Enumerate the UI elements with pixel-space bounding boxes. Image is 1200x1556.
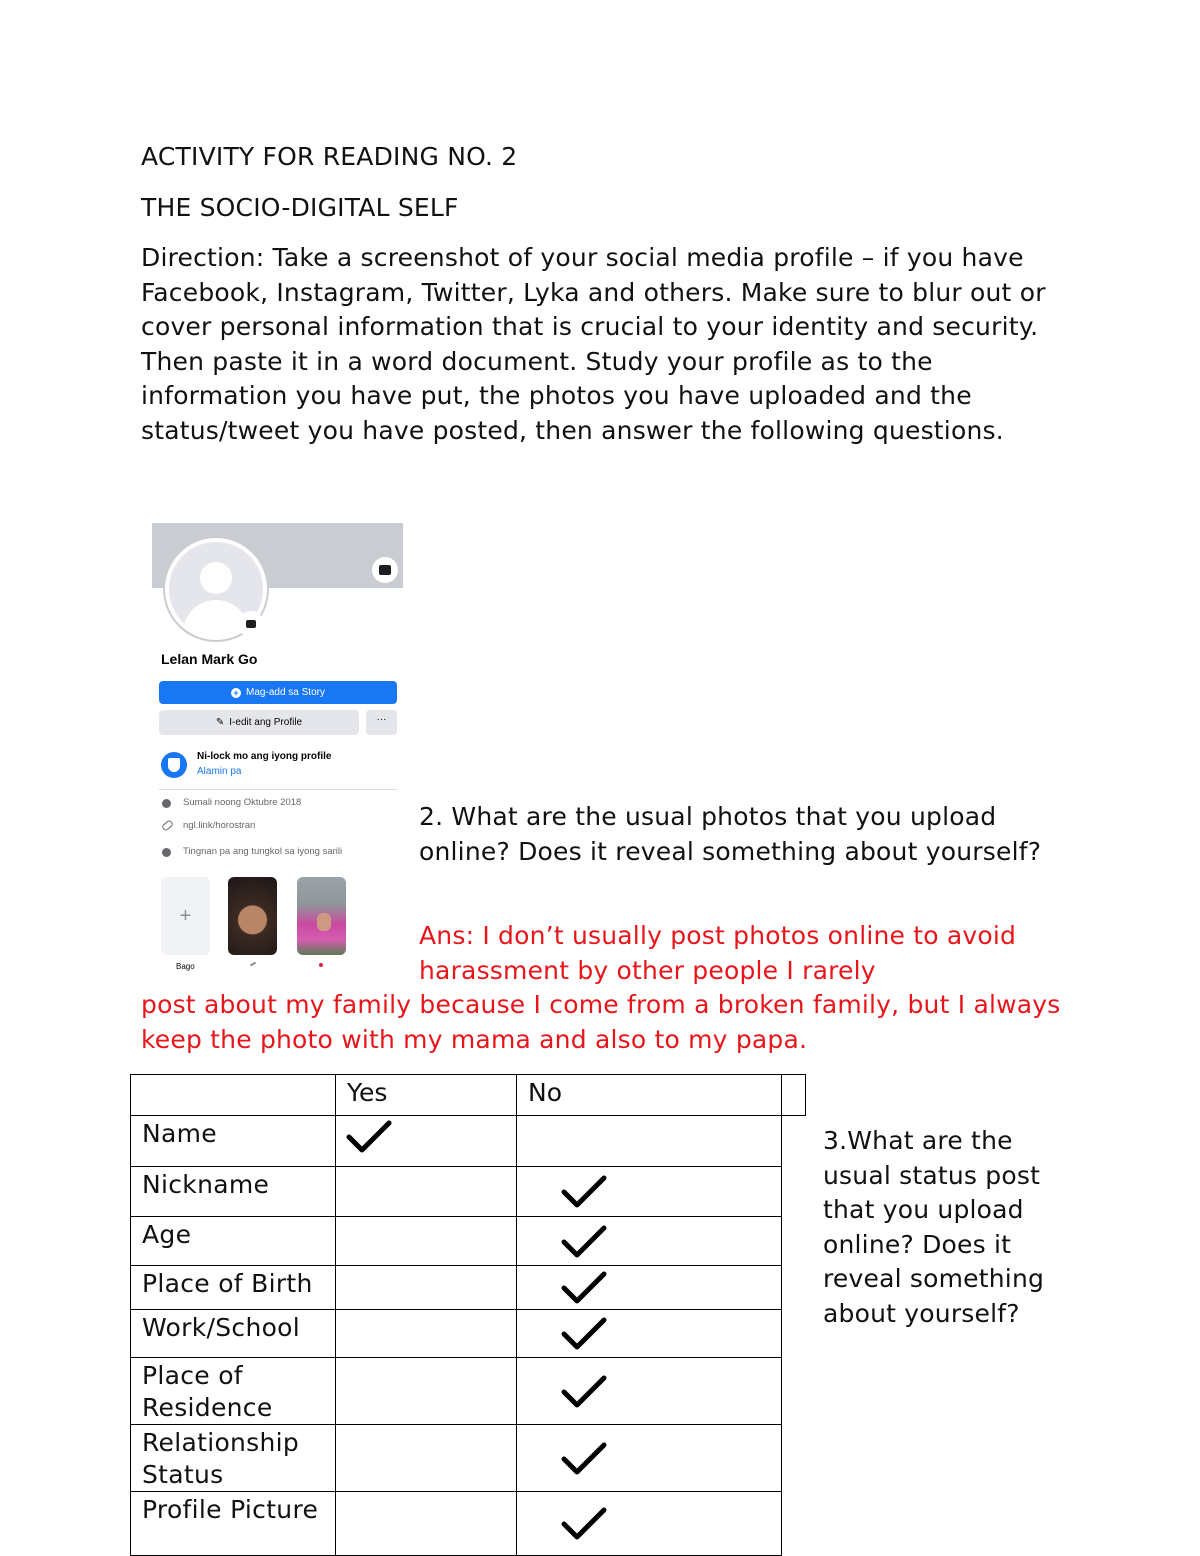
checkmark-icon [561,1225,607,1259]
learn-more-link: Alamin pa [197,766,242,777]
answer-2-rest: post about my family because I come from a broken family, but I always keep the photo with my mama and also to my papa. [141,990,1061,1054]
dot-icon [319,963,323,967]
camera-icon [238,611,264,637]
header-yes [336,1075,517,1116]
link-info: ngl.link/horostran [183,820,256,831]
header-no-label: No [528,1078,562,1107]
camera-icon [372,557,398,583]
pencil-icon: ✎ [215,717,225,728]
locked-profile-title: Ni-lock mo ang iyong profile [197,751,332,762]
header-no [517,1075,782,1116]
plus-circle-icon: + [231,688,241,698]
row-label-cell [131,1217,336,1266]
row-label-cell [131,1167,336,1217]
yes-cell [336,1310,517,1358]
clock-icon [162,799,171,808]
no-cell [517,1425,782,1492]
more-button: ··· [366,710,397,735]
row-label: Work/School [142,1313,301,1342]
row-label-cell [131,1358,336,1425]
more-info-icon [162,848,171,857]
row-label-cell [131,1492,336,1556]
row-label: Profile Picture [142,1495,319,1524]
yes-cell [336,1116,517,1167]
divider [159,789,397,790]
link-icon [161,819,174,831]
row-label: Age [142,1220,192,1249]
checkmark-icon [561,1375,607,1409]
row-label: Relationship Status [142,1428,300,1489]
yes-cell [336,1425,517,1492]
info-checklist-table [130,1074,806,1556]
row-label-cell [131,1266,336,1310]
checkmark-icon [561,1317,607,1351]
featured-photo [297,877,346,955]
yes-cell [336,1167,517,1217]
row-label: Place of Birth [142,1269,313,1298]
checkmark-icon [561,1175,607,1209]
joined-info: Sumali noong Oktubre 2018 [183,797,302,808]
edit-profile-label: I-edit ang Profile [229,717,303,728]
yes-cell [336,1492,517,1556]
checkmark-icon [561,1271,607,1305]
no-cell [517,1116,782,1167]
profile-screenshot [152,523,403,975]
row-label: Nickname [142,1170,270,1199]
pencil-icon [250,962,256,967]
profile-name: Lelan Mark Go [161,651,258,667]
row-label-cell [131,1425,336,1492]
no-cell [517,1358,782,1425]
header-yes-label: Yes [347,1078,388,1107]
no-cell [517,1310,782,1358]
yes-cell [336,1358,517,1425]
activity-subheading: THE SOCIO-DIGITAL SELF [141,193,459,222]
checkmark-icon [561,1442,607,1476]
add-photo-tile [161,877,210,955]
row-label: Place of Residence [142,1361,273,1422]
featured-photo [228,877,277,955]
checkmark-icon [561,1507,607,1541]
question-3: 3.What are the usual status post that you upload online? Does it reveal something about yourself? [823,1126,1045,1328]
activity-heading: ACTIVITY FOR READING NO. 2 [141,142,518,171]
header-extra-cell [782,1075,806,1116]
no-cell [517,1217,782,1266]
plus-icon: + [179,905,192,927]
add-story-button [159,681,397,704]
no-cell [517,1492,782,1556]
header-empty-cell [131,1075,336,1116]
add-story-label: Mag-add sa Story [246,687,325,698]
direction-paragraph: Direction: Take a screenshot of your social media profile – if you have Facebook, Instagram, Twitter, Lyka and others. Make sure to blur out or cover personal information that is crucial to your identity and security. Then paste it in a word document. Study your profile as to the information you have put, the photos you have uploaded and the status/tweet you have posted, then answer the following questions. [141,243,1046,445]
shield-icon [161,752,187,778]
question-2: 2. What are the usual photos that you upload online? Does it reveal something about yourself? [419,802,1042,866]
yes-cell [336,1217,517,1266]
edit-profile-button [159,710,359,735]
add-tile-label: Bago [176,962,195,971]
about-info: Tingnan pa ang tungkol sa iyong sarili [183,846,343,857]
answer-2-line1: Ans: I don’t usually post photos online to avoid harassment by other people I rarely [419,921,1017,985]
row-label: Name [142,1119,217,1148]
checkmark-icon [346,1120,392,1154]
no-cell [517,1266,782,1310]
no-cell [517,1167,782,1217]
yes-cell [336,1266,517,1310]
row-label-cell [131,1310,336,1358]
default-avatar-icon [200,562,232,594]
row-label-cell [131,1116,336,1167]
